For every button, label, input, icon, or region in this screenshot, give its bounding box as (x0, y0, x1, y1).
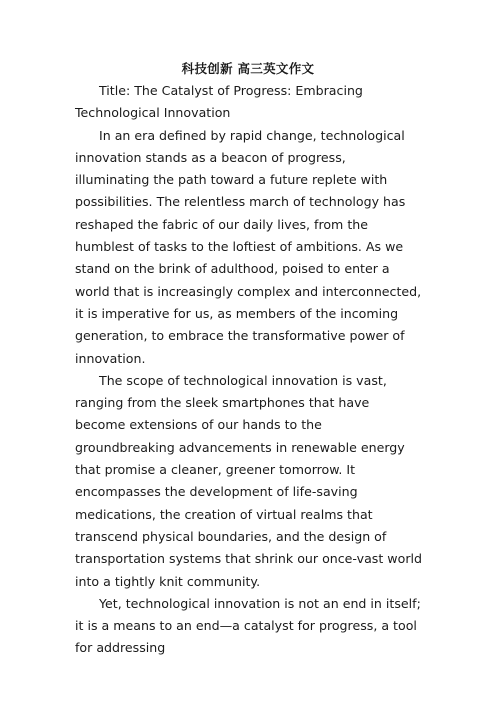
paragraph-intro: In an era defined by rapid change, technological innovation stands as a beacon of progress, illuminating the path toward a future replete with possibilities. The relentless march of technology has reshaped the fabric of our daily lives, from the humblest of tasks to the loftiest of ambitions. As we stand on the brink of adulthood, poised to enter a world that is increasingly complex and interconnected, it is imperative for us, as members of the incoming generation, to embrace the transformative power of innovation. (75, 127, 422, 366)
paragraph-means: Yet, technological innovation is not an end in itself; it is a means to an end—a catalyst for progress, a tool for addressing (75, 595, 421, 656)
essay-title: Title: The Catalyst of Progress: Embracing Technological Innovation (75, 83, 363, 121)
paragraph-scope: The scope of technological innovation is vast, ranging from the sleek smartphones that have become extensions of our hands to the groundbreaking advancements in renewable energy that promise a cleaner, greener tomorrow. It encompasses the development of life-saving medications, the creation of virtual realms that transcend physical boundaries, and the design of transportation systems that shrink our once-vast world into a tightly knit community. (75, 372, 422, 589)
document-body (75, 80, 423, 660)
document-heading: 科技创新 高三英文作文 (181, 61, 315, 76)
